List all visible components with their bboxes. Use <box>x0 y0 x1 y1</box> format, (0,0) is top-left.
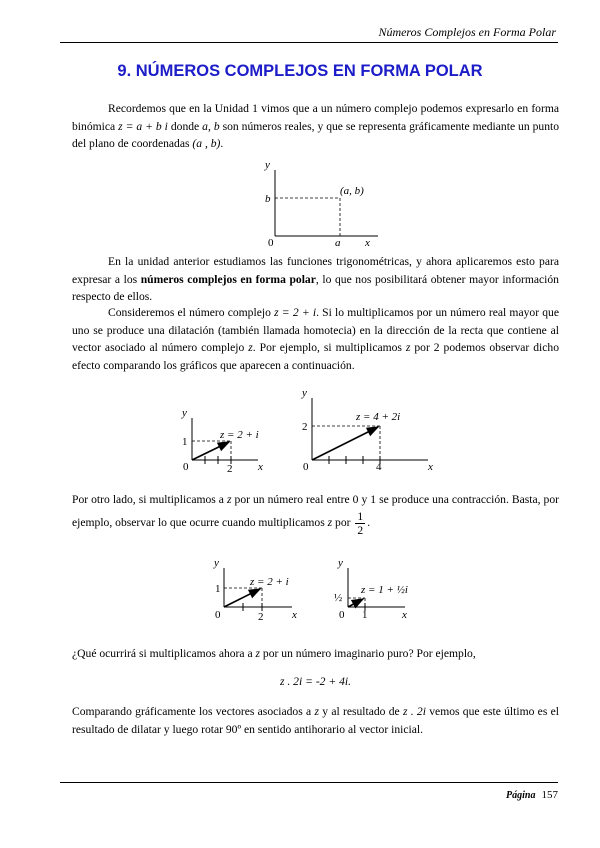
figure-z-2-plus-i-b <box>213 557 297 623</box>
fig2r-x-label: x <box>428 461 433 473</box>
fig3l-y-label: y <box>214 557 219 569</box>
fig1-x-label: x <box>365 237 370 249</box>
paragraph-1: Recordemos que en la Unidad 1 vimos que a un número complejo podemos expresarlo en forma binómica z = a + b i donde a, b son números reales, y que se representa gráficamente mediante un punto del plano de coordenadas (a , b). <box>72 102 560 150</box>
fig3l-origin: 0 <box>215 609 221 621</box>
fig1-origin: 0 <box>268 237 274 249</box>
fig2l-x-label: x <box>258 461 263 473</box>
fig2r-vector <box>312 427 378 460</box>
fig3l-vector <box>224 589 260 607</box>
fig3r-tick-x: 1 <box>362 609 368 621</box>
footer-label: Página <box>506 790 536 801</box>
fig3l-tick-y: 1 <box>215 583 221 595</box>
fig2l-origin: 0 <box>183 461 189 473</box>
fig2l-vector <box>192 442 229 460</box>
paragraph-2: En la unidad anterior estudiamos las funciones trigonométricas, y ahora aplicaremos esto para expresar a los números complejos en forma polar, lo que nos posibilitará obtener mayor información respecto de ellos. <box>72 255 559 303</box>
fig2l-vector-label: z = 2 + i <box>220 429 259 441</box>
fig1-b-label: b <box>265 193 271 205</box>
page-footer <box>60 782 558 801</box>
fig2l-y-label: y <box>182 407 187 419</box>
fig1-a-label: a <box>335 237 341 249</box>
fig3r-x-label: x <box>402 609 407 621</box>
binomial-formula: z = a + b i <box>118 119 168 133</box>
fig2l-tick-y: 1 <box>182 436 188 448</box>
fig3r-y-label: y <box>338 557 343 569</box>
fig3r-origin: 0 <box>339 609 345 621</box>
section-title: 9. NÚMEROS COMPLEJOS EN FORMA POLAR <box>117 62 483 80</box>
paragraph-6: Comparando gráficamente los vectores asociados a z y al resultado de z . 2i vemos que este último es el resultado de dilatar y luego rotar 90º en sentido antihorario al vector inicial. <box>72 705 559 736</box>
figure-z-2-plus-i <box>181 407 263 475</box>
figure-z-4-plus-2i <box>301 387 433 473</box>
fig2r-y-label: y <box>302 387 307 399</box>
page-number: 157 <box>541 789 558 801</box>
fig2r-vector-label: z = 4 + 2i <box>356 411 401 423</box>
header-title: Números Complejos en Forma Polar <box>378 25 556 39</box>
fig2r-tick-y: 2 <box>302 421 308 433</box>
fig3r-tick-y: ½ <box>334 592 343 604</box>
paragraph-4: Por otro lado, si multiplicamos a z por un número real entre 0 y 1 se produce una contracción. Basta, por ejemplo, observar lo que ocurre cuando multiplicamos z por $\frac{1}{2}$ . <box>72 493 560 537</box>
fig1-y-label: y <box>265 159 270 171</box>
fig2l-tick-x: 2 <box>227 463 233 475</box>
equation: z . 2i = -2 + 4i. <box>279 675 352 688</box>
fig3r-vector-label: z = 1 + ½i <box>361 584 408 596</box>
fig3l-vector-label: z = 2 + i <box>250 576 289 588</box>
fig2r-tick-x: 4 <box>376 461 382 473</box>
fig3l-x-label: x <box>292 609 297 621</box>
fraction-one-half: $\frac{1}{2}$ <box>357 510 364 537</box>
fig3l-tick-x: 2 <box>258 611 264 623</box>
paragraph-3: Consideremos el número complejo z = 2 + i. Si lo multiplicamos por un número real mayor que uno se produce una dilatación (también llamada homotecia) en la dirección de la recta que contiene al vector asociado al número complejo z. Por ejemplo, si multiplicamos z por 2 podemos observar dicho efecto comparando los gráficos que aparecen a continuación. <box>72 306 560 372</box>
fig3r-vector <box>348 599 363 607</box>
fig2r-origin: 0 <box>303 461 309 473</box>
paragraph-5: ¿Qué ocurrirá si multiplicamos ahora a z por un número imaginario puro? Por ejemplo, <box>72 647 476 660</box>
fig1-point-label: (a, b) <box>340 185 364 197</box>
figure-z-1-plus-half-i <box>334 557 408 621</box>
figure-coordinate-plane <box>264 159 378 249</box>
